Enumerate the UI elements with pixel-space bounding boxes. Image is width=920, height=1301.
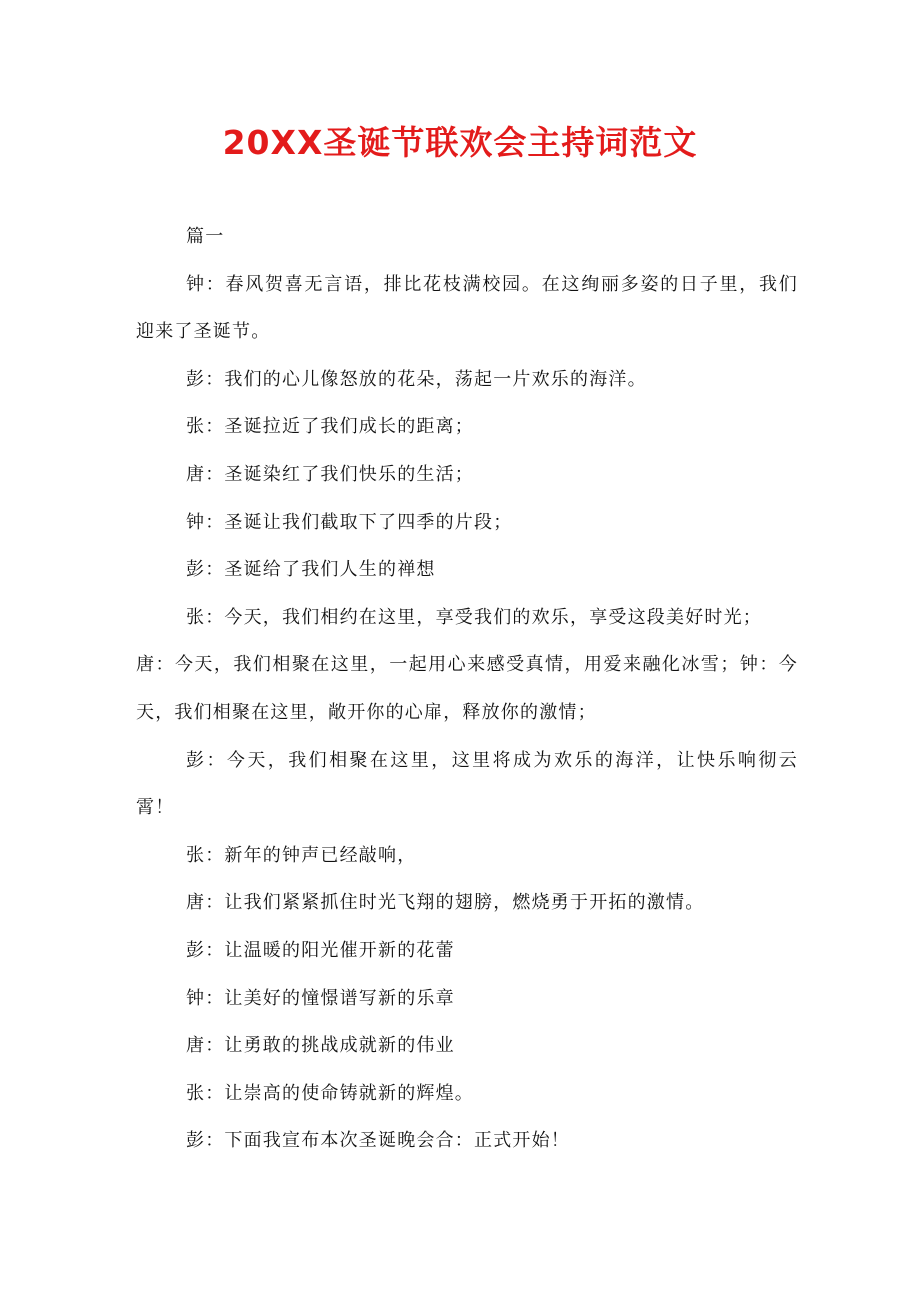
paragraph: 钟：圣诞让我们截取下了四季的片段； [186,511,513,533]
document-title: 20XX圣诞节联欢会主持词范文 [222,123,698,162]
paragraph: 彭：我们的心儿像怒放的花朵，荡起一片欢乐的海洋。 [186,368,647,390]
paragraph: 唐：今天，我们相聚在这里，一起用心来感受真情，用爱来融化冰雪；钟：今天，我们相聚在这里，敞开你的心扉，释放你的激情； [136,654,798,723]
paragraph: 张：圣诞拉近了我们成长的距离； [186,416,474,438]
paragraph: 张：今天，我们相约在这里，享受我们的欢乐，享受这段美好时光； [186,606,762,628]
paragraph: 唐：让勇敢的挑战成就新的伟业 [186,1035,455,1057]
paragraph: 钟：让美好的憧憬谱写新的乐章 [186,987,455,1009]
paragraph: 钟：春风贺喜无言语，排比花枝满校园。在这绚丽多姿的日子里，我们迎来了圣诞节。 [136,273,798,343]
section-heading: 篇一 [186,226,225,247]
paragraph: 彭：今天，我们相聚在这里，这里将成为欢乐的海洋，让快乐响彻云霄！ [136,749,798,819]
paragraph: 张：新年的钟声已经敲响， [186,844,417,866]
paragraph: 张：让崇高的使命铸就新的辉煌。 [186,1082,474,1104]
paragraph: 唐：圣诞染红了我们快乐的生活； [186,463,474,485]
paragraph: 唐：让我们紧紧抓住时光飞翔的翅膀，燃烧勇于开拓的激情。 [186,892,705,914]
paragraph: 彭：让温暖的阳光催开新的花蕾 [186,939,455,961]
paragraph: 彭：下面我宣布本次圣诞晚会合：正式开始！ [186,1130,570,1152]
document-body [136,213,798,1165]
paragraph: 彭：圣诞给了我们人生的禅想 [186,559,436,581]
